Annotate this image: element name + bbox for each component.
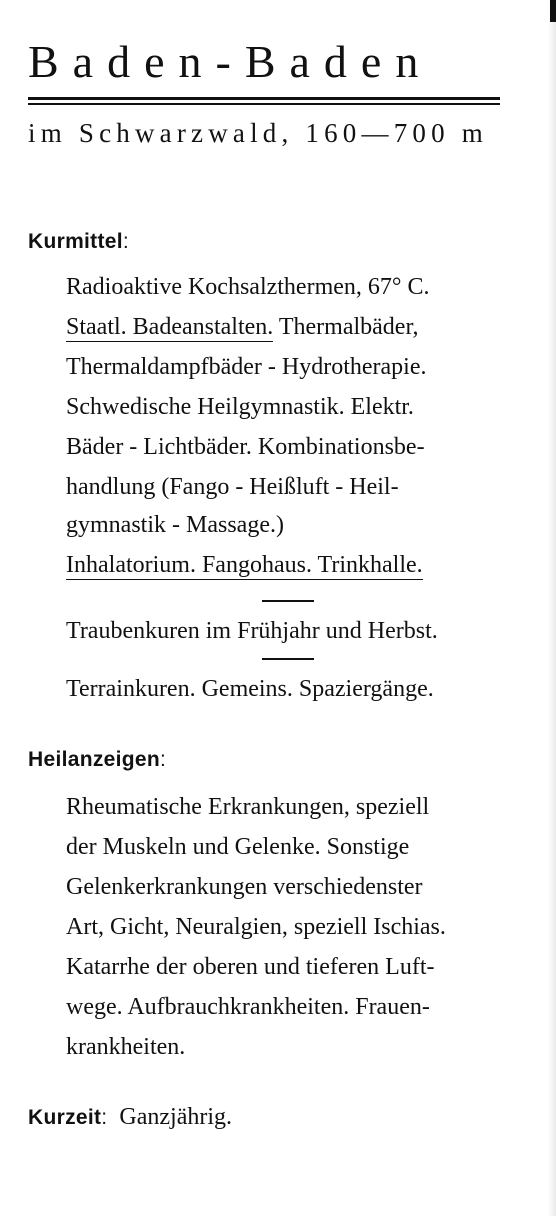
page-subtitle: im Schwarzwald, 160—700 m: [28, 118, 488, 148]
heilanzeigen-line-6: wege. Aufbrauchkrankheiten. Frauen-: [66, 994, 430, 1020]
kurmittel-line-6: handlung (Fango - Heißluft - Heil-: [66, 474, 399, 500]
section-heading-heilanzeigen: Heilanzeigen:: [28, 748, 167, 771]
kurmittel-line-5: Bäder - Lichtbäder. Kombinationsbe-: [66, 434, 425, 460]
kurmittel-line-8: Inhalatorium. Fangohaus. Trinkhalle.: [66, 552, 423, 578]
grape-cure-line: Traubenkuren im Frühjahr und Herbst.: [66, 618, 438, 644]
title-rule-thin: [28, 103, 500, 105]
kurmittel-line-2: Staatl. Badeanstalten. Thermalbäder,: [66, 314, 419, 340]
page-edge-shadow: [548, 0, 556, 1216]
corner-mark: [550, 0, 556, 22]
title-rule-thick: [28, 97, 500, 100]
kurzeit-value: Ganzjährig.: [119, 1104, 233, 1130]
kurmittel-line-4: Schwedische Heilgymnastik. Elektr.: [66, 394, 414, 420]
heilanzeigen-line-4: Art, Gicht, Neuralgien, speziell Ischias.: [66, 914, 446, 940]
separator-1: [262, 600, 314, 602]
separator-2: [262, 658, 314, 660]
heilanzeigen-line-3: Gelenkerkrankungen verschiedenster: [66, 874, 423, 900]
heilanzeigen-line-1: Rheumatische Erkrankungen, speziell: [66, 794, 430, 820]
heilanzeigen-line-7: krankheiten.: [66, 1034, 186, 1060]
kurmittel-line-3: Thermaldampfbäder - Hydrotherapie.: [66, 354, 427, 380]
section-heading-kurmittel: Kurmittel:: [28, 230, 130, 253]
terrain-cure-line: Terrainkuren. Gemeins. Spaziergänge.: [66, 676, 434, 702]
kurmittel-line-1: Radioaktive Kochsalzthermen, 67° C.: [66, 274, 430, 300]
kurzeit-row: [28, 1102, 232, 1133]
heilanzeigen-line-5: Katarrhe der oberen und tieferen Luft-: [66, 954, 435, 980]
kurmittel-line-7: gymnastik - Massage.): [66, 512, 284, 538]
heilanzeigen-line-2: der Muskeln und Gelenke. Sonstige: [66, 834, 410, 860]
section-heading-kurzeit: Kurzeit:: [28, 1106, 108, 1129]
underlined-phrase: Staatl. Badeanstalten.: [66, 314, 274, 340]
page-title: Baden-Baden: [28, 36, 433, 87]
